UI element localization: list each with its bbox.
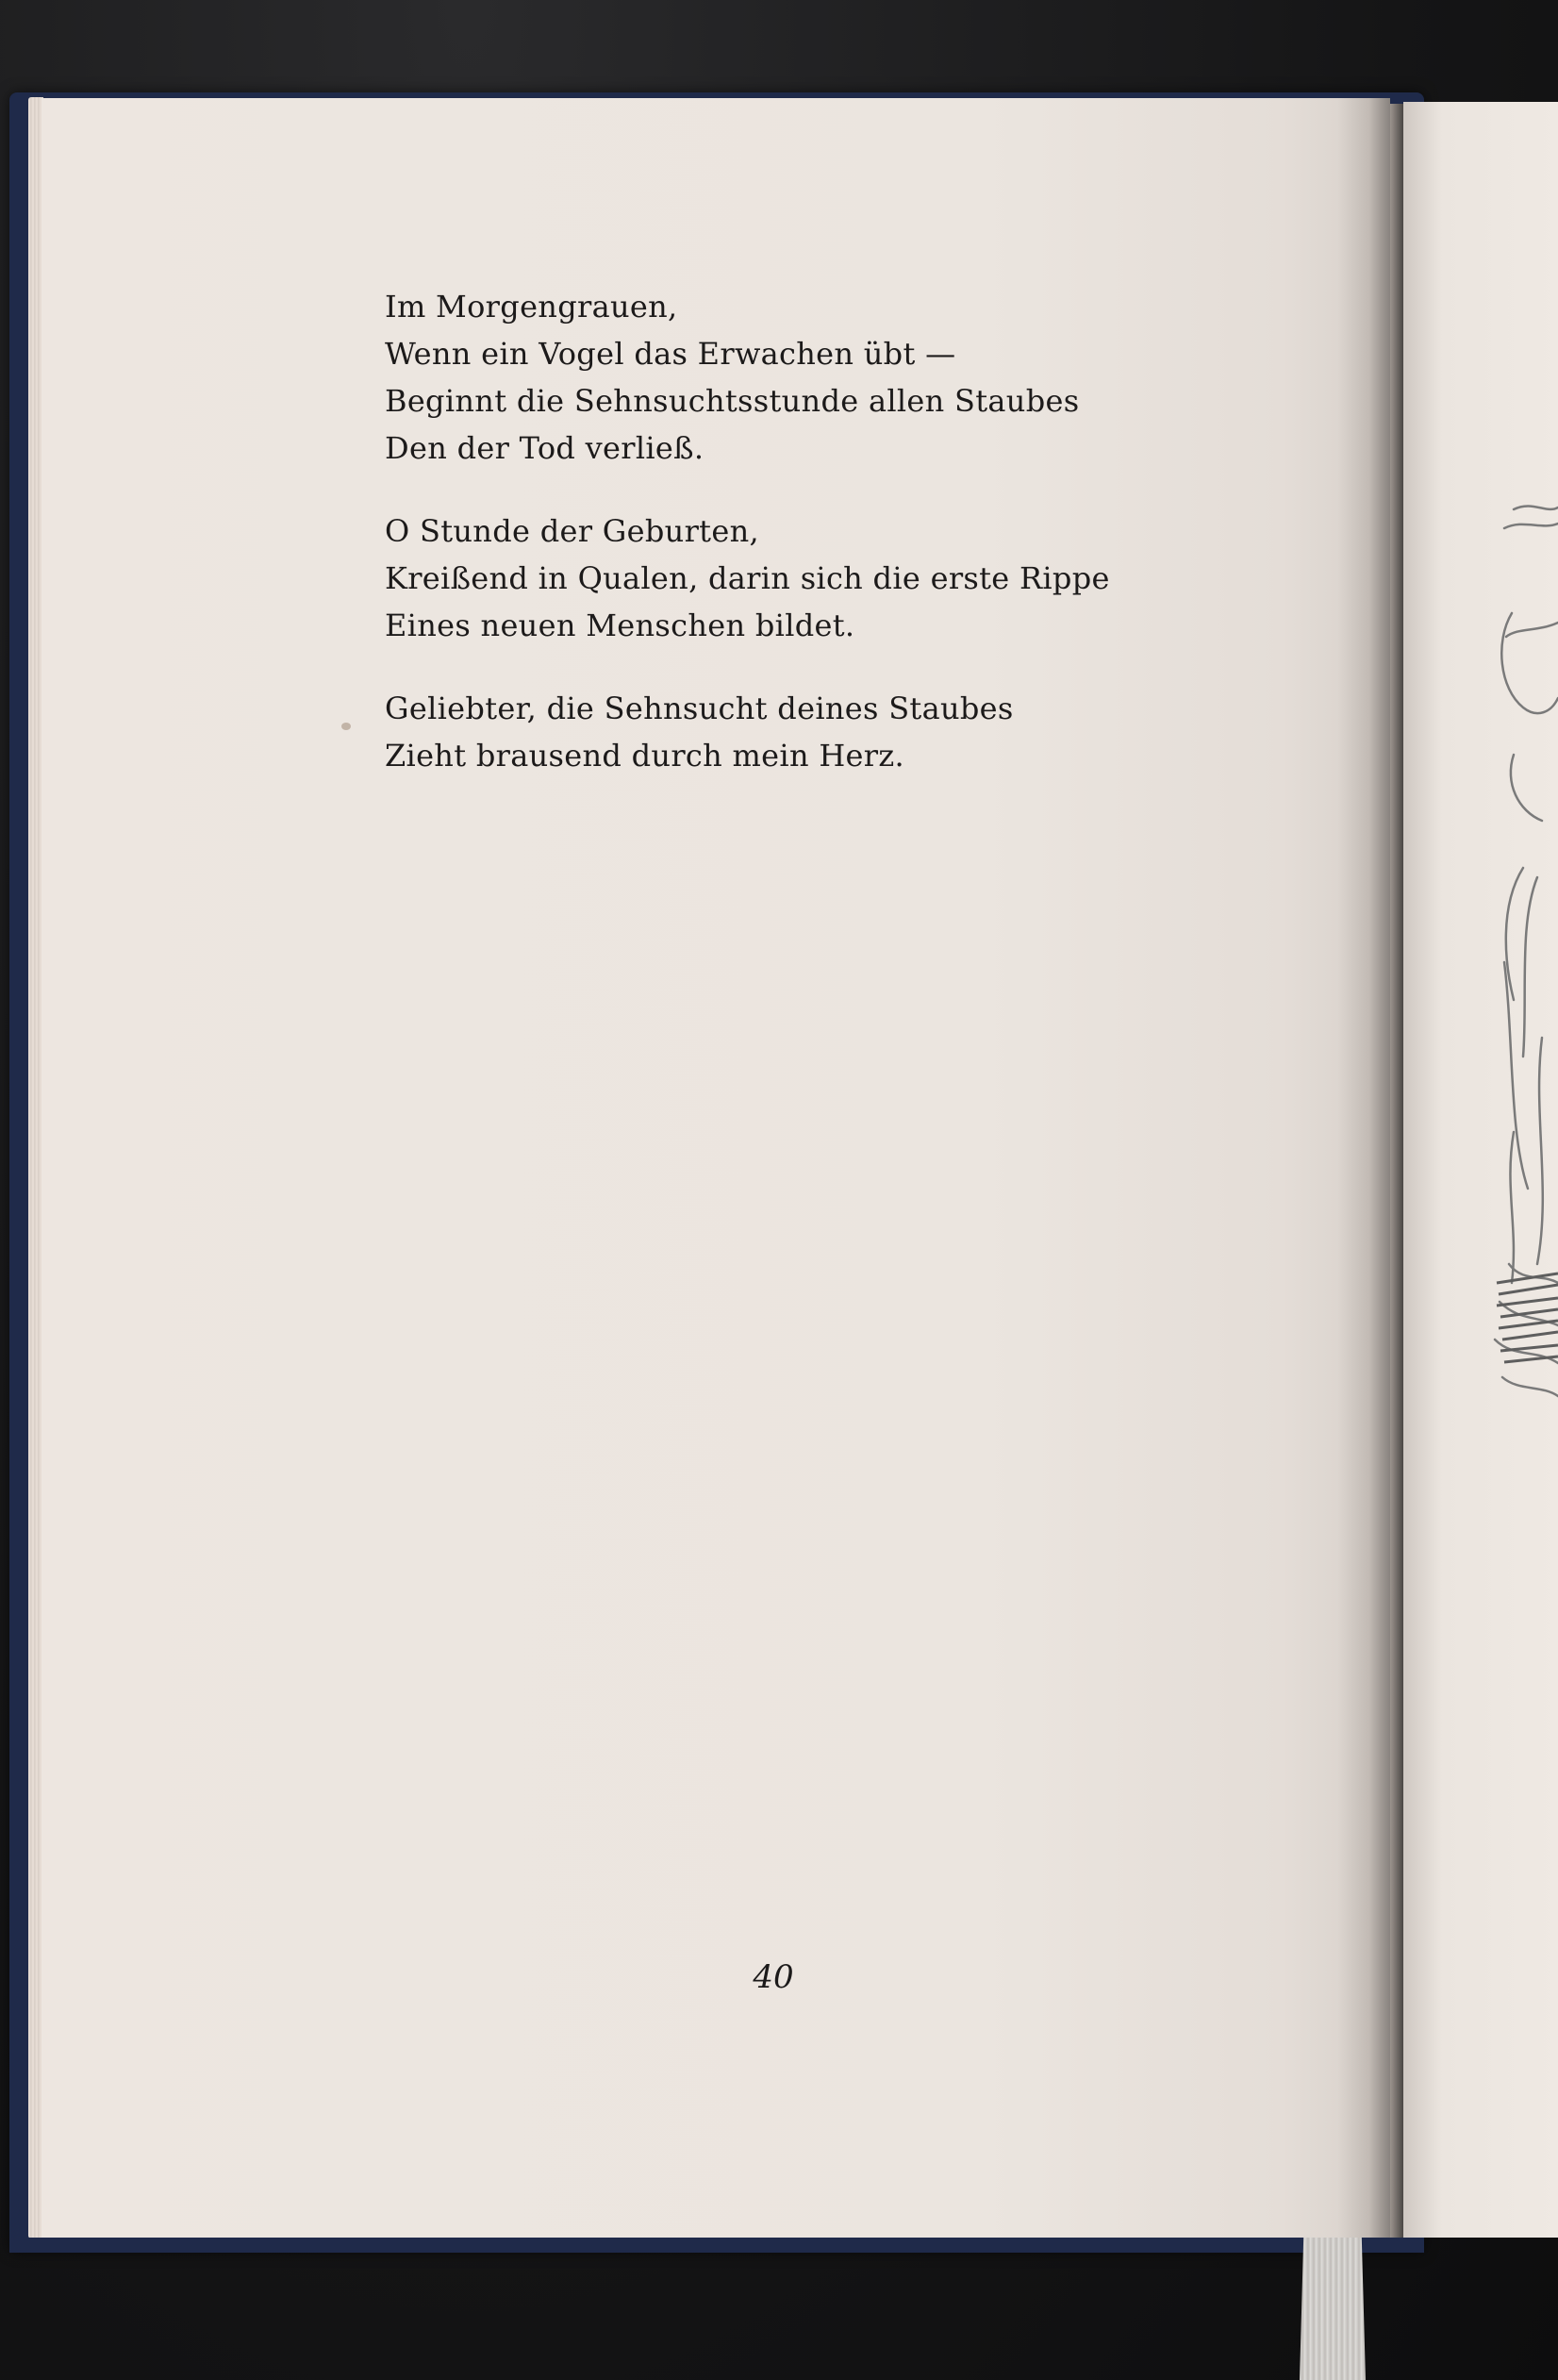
poem-line: Geliebter, die Sehnsucht deines Staubes [385,691,1014,726]
page-number: 40 [753,1958,794,1996]
cover-bottom-edge [9,2238,1424,2253]
poem-text [385,283,1234,815]
spine [1390,104,1403,2238]
poem-line: Eines neuen Menschen bildet. [385,607,855,643]
poem-line: Wenn ein Vogel das Erwachen übt — [385,336,956,372]
stanza-1 [385,283,1234,472]
poem-line: Im Morgengrauen, [385,289,678,325]
poem-line: Kreißend in Qualen, darin sich die erste Rippe [385,560,1110,596]
gutter-shadow [1337,98,1390,2238]
poem-line: Zieht brausend durch mein Herz. [385,738,905,774]
sketch-illustration-icon [1485,472,1558,1660]
bookmark-ribbon[interactable] [1300,2238,1366,2380]
stanza-2 [385,508,1234,649]
poem-line: Beginnt die Sehnsuchtsstunde allen Staubes [385,383,1080,419]
poem-line: Den der Tod verließ. [385,430,704,466]
poem-line: O Stunde der Geburten, [385,513,759,549]
ink-mark [341,723,351,730]
stanza-3 [385,685,1234,779]
